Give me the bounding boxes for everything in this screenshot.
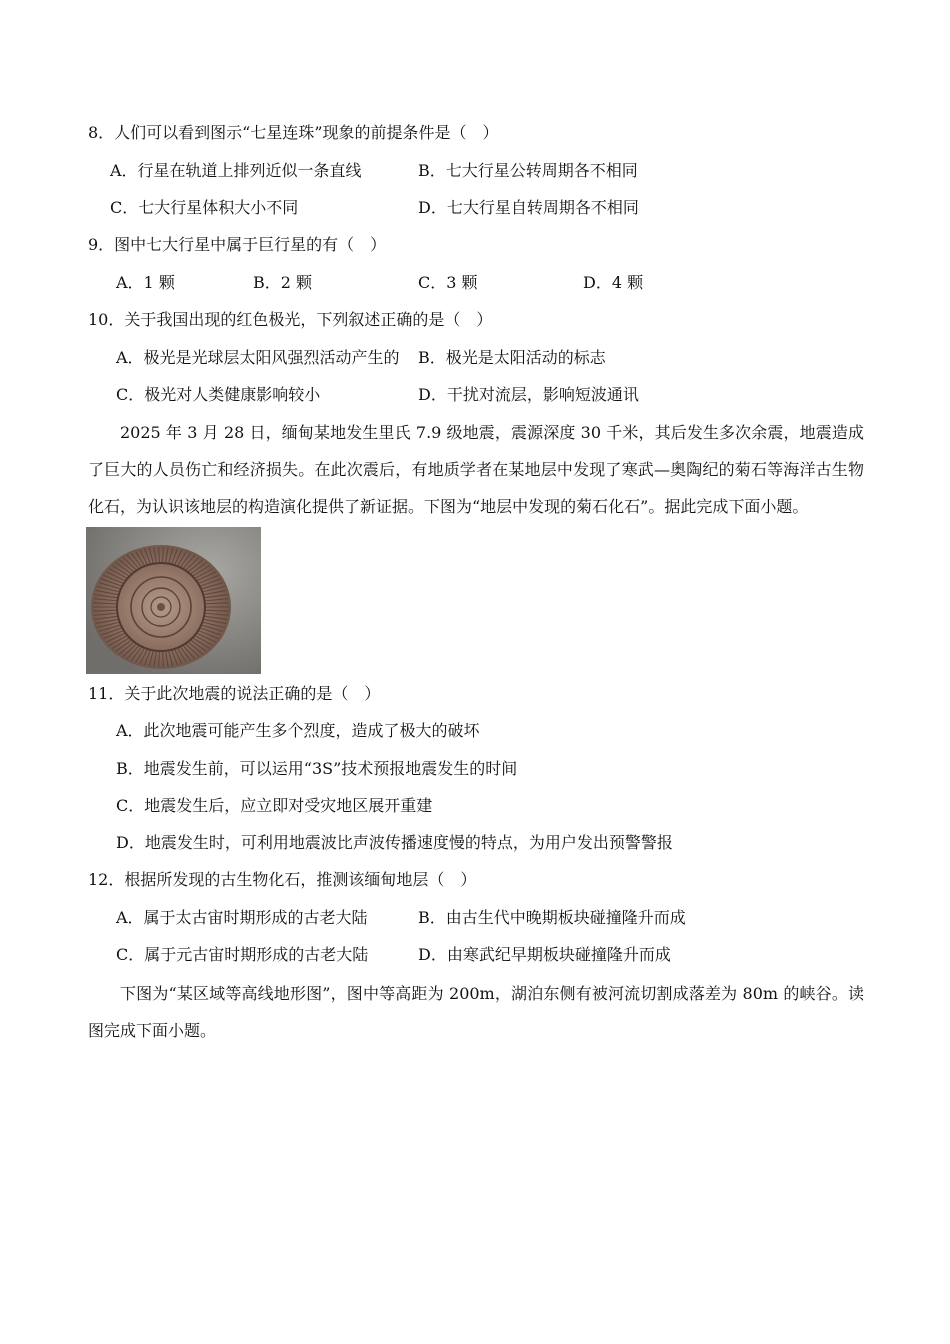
question-11-option-b: B．地震发生前，可以运用“3S”技术预报地震发生的时间 <box>116 759 518 778</box>
question-9-option-d: D．4 颗 <box>583 273 644 292</box>
question-10-option-a: A．极光是光球层太阳风强烈活动产生的 <box>116 348 400 367</box>
question-9-option-c: C．3 颗 <box>418 273 478 292</box>
question-9-option-b: B．2 颗 <box>253 273 313 292</box>
ammonite-fossil-image <box>86 527 261 674</box>
question-12-option-d: D．由寒武纪早期板块碰撞隆升而成 <box>418 945 671 964</box>
question-8-option-d: D．七大行星自转周期各不相同 <box>418 198 639 217</box>
question-11-option-d: D．地震发生时，可利用地震波比声波传播速度慢的特点，为用户发出预警警报 <box>116 833 673 852</box>
question-9-stem: 9．图中七大行星中属于巨行星的有（ ） <box>88 235 387 254</box>
question-10-option-d: D．干扰对流层，影响短波通讯 <box>418 385 639 404</box>
question-10-stem: 10．关于我国出现的红色极光，下列叙述正确的是（ ） <box>88 310 493 329</box>
question-12-option-a: A．属于太古宙时期形成的古老大陆 <box>116 908 368 927</box>
question-11-option-a: A．此次地震可能产生多个烈度，造成了极大的破坏 <box>116 721 480 740</box>
question-8-option-b: B．七大行星公转周期各不相同 <box>418 161 638 180</box>
question-11-stem: 11．关于此次地震的说法正确的是（ ） <box>88 684 381 703</box>
question-11-option-c: C．地震发生后，应立即对受灾地区展开重建 <box>116 796 433 815</box>
question-10-option-b: B．极光是太阳活动的标志 <box>418 348 606 367</box>
question-8-option-a: A．行星在轨道上排列近似一条直线 <box>110 161 362 180</box>
question-9-option-a: A．1 颗 <box>116 273 175 292</box>
question-12-option-c: C．属于元古宙时期形成的古老大陆 <box>116 945 369 964</box>
question-12-stem: 12．根据所发现的古生物化石，推测该缅甸地层（ ） <box>88 870 477 889</box>
question-8-stem: 8．人们可以看到图示“七星连珠”现象的前提条件是（ ） <box>88 123 499 142</box>
question-8-option-c: C．七大行星体积大小不同 <box>110 198 299 217</box>
question-10-option-c: C．极光对人类健康影响较小 <box>116 385 321 404</box>
passage-earthquake: 2025 年 3 月 28 日，缅甸某地发生里氏 7.9 级地震，震源深度 30 千米，其后发生多次余震，地震造成了巨大的人员伤亡和经济损失。在此次震后，有地质学者在某地层中发现了寒武—奥陶纪的菊石等海洋古生物化石，为认识该地层的构造演化提供了新证据。下图为“地层中发现的菊石化石”。据此完成下面小题。 <box>88 423 864 516</box>
question-12-option-b: B．由古生代中晚期板块碰撞隆升而成 <box>418 908 686 927</box>
passage-contour-map: 下图为“某区域等高线地形图”，图中等高距为 200m，湖泊东侧有被河流切割成落差为 80m 的峡谷。读图完成下面小题。 <box>88 984 864 1040</box>
